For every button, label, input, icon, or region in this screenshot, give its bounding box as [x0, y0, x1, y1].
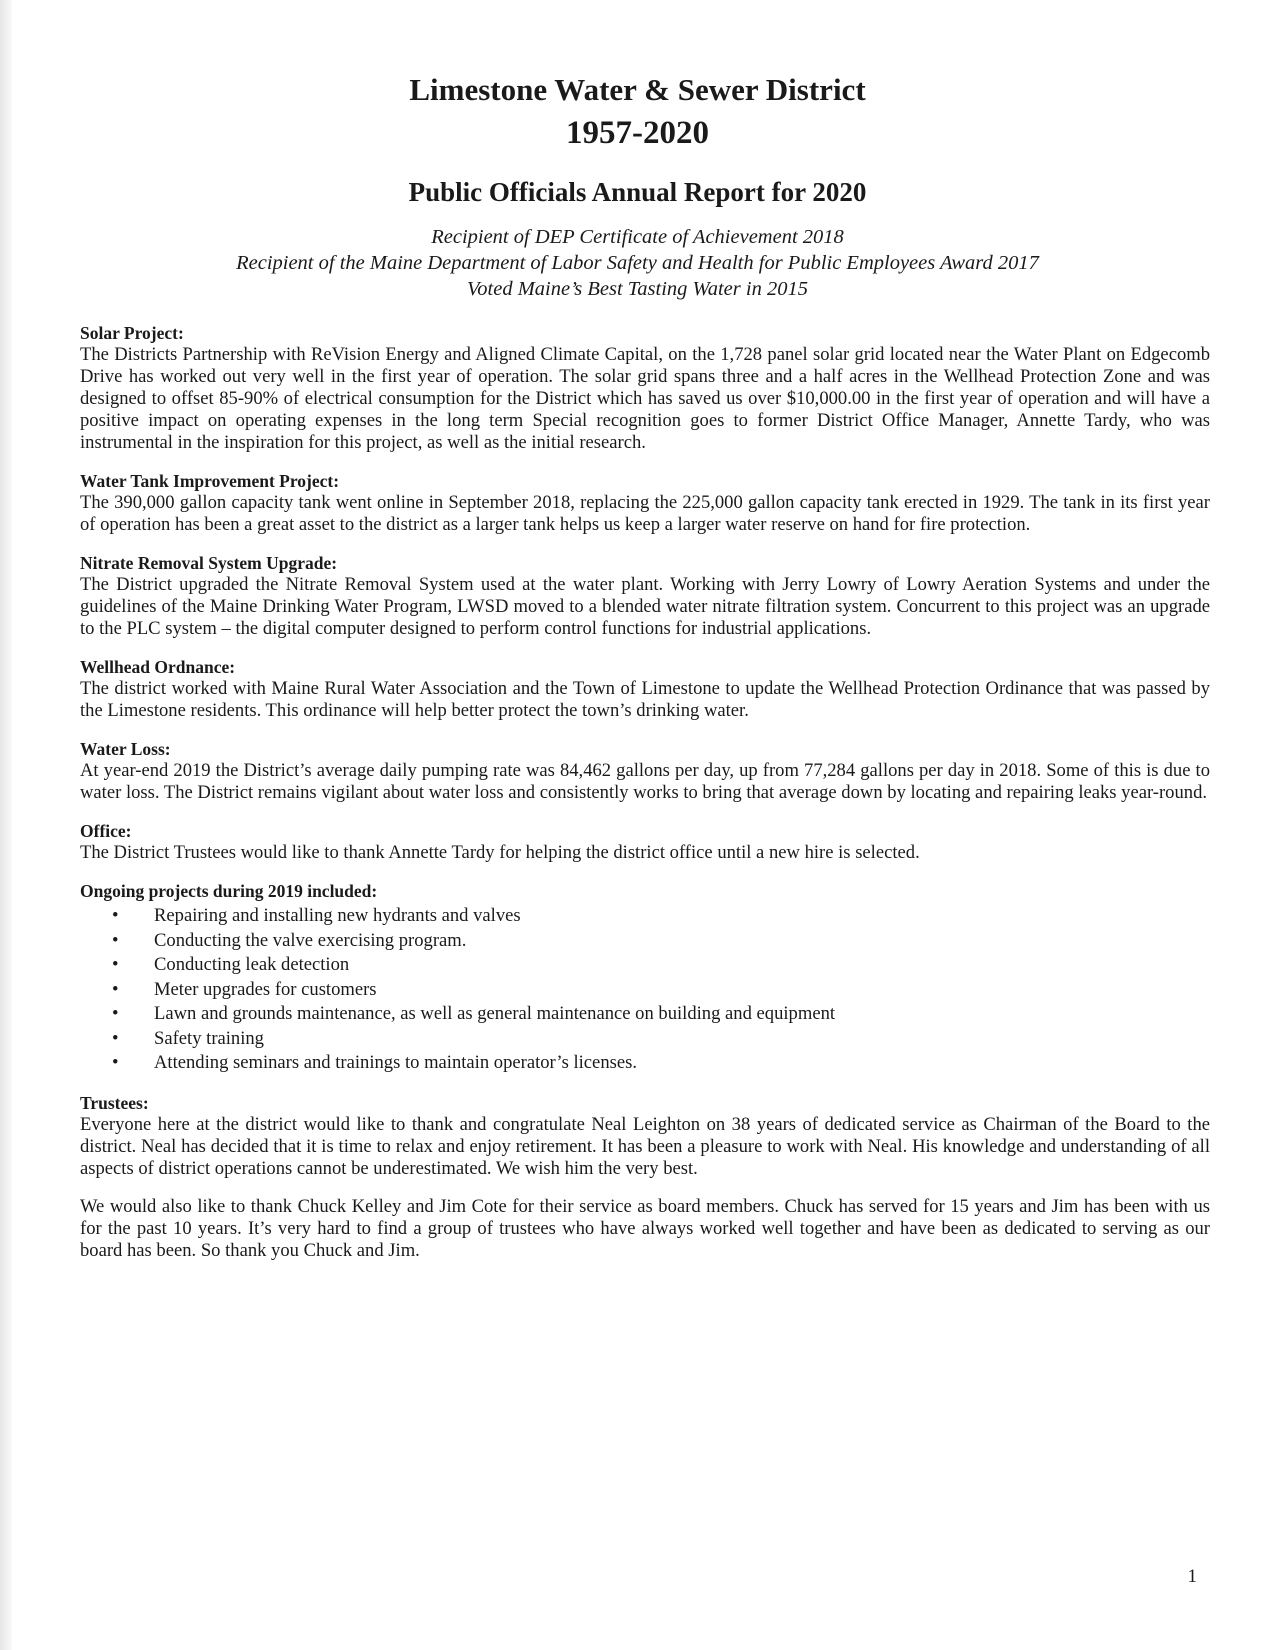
- section-water-tank: [80, 470, 1210, 536]
- list-item: [112, 1002, 1210, 1027]
- section-body: The Districts Partnership with ReVision Energy and Aligned Climate Capital, on the 1,728 panel solar grid located near the Water Plant on Edgecomb Drive has worked out very well in the first year of operation. The solar grid spans three and a half acres in the Wellhead Protection Zone and was designed to offset 85-90% of electrical consumption for the District which has saved us over $10,000.00 in the first year of operation and will have a positive impact on operating expenses in the long term Special recognition goes to former District Office Manager, Annette Tardy, who was instrumental in the inspiration for this project, as well as the initial research.: [80, 344, 1210, 453]
- section-heading: Water Loss:: [80, 739, 171, 759]
- bullet-icon: •: [112, 929, 119, 951]
- section-body: At year-end 2019 the District’s average daily pumping rate was 84,462 gallons per day, up from 77,284 gallons per day in 2018. Some of this is due to water loss. The District remains vigilant about water loss and consistently works to bring that average down by locating and repairing leaks year-round.: [80, 760, 1210, 803]
- section-nitrate-removal: [80, 552, 1210, 640]
- section-body: The District upgraded the Nitrate Removal System used at the water plant. Working with Jerry Lowry of Lowry Aeration Systems and under the guidelines of the Maine Drinking Water Program, LWSD moved to a blended water nitrate filtration system. Concurrent to this project was an upgrade to the PLC system – the digital computer designed to perform control functions for industrial applications.: [80, 574, 1210, 639]
- section-body: The District Trustees would like to thank Annette Tardy for helping the district office until a new hire is selected.: [80, 842, 920, 863]
- list-item-text: Safety training: [154, 1027, 264, 1049]
- list-item: [112, 978, 1210, 1003]
- list-item-text: Lawn and grounds maintenance, as well as general maintenance on building and equipment: [154, 1003, 836, 1024]
- section-trustees: [80, 1092, 1210, 1262]
- section-wellhead-ordnance: [80, 656, 1210, 722]
- list-item: [112, 1027, 1210, 1052]
- section-heading: Solar Project:: [80, 323, 184, 343]
- award-line: Voted Maine’s Best Tasting Water in 2015: [467, 278, 808, 300]
- section-heading: Office:: [80, 821, 132, 841]
- section-body: The 390,000 gallon capacity tank went online in September 2018, replacing the 225,000 gallon capacity tank erected in 1929. The tank in its first year of operation has been a great asset to the district as a larger tank helps us keep a larger water reserve on hand for fire protection.: [80, 492, 1210, 535]
- section-ongoing-projects: [80, 880, 1210, 1076]
- bullet-icon: •: [112, 1027, 119, 1049]
- list-item: [112, 1051, 1210, 1076]
- bullet-icon: •: [112, 1052, 119, 1073]
- section-heading: Trustees:: [80, 1092, 149, 1113]
- section-body: Everyone here at the district would like to thank and congratulate Neal Leighton on 38 years of dedicated service as Chairman of the Board to the district. Neal has decided that it is time to relax and enjoy retirement. It has been a pleasure to work with Neal. His knowledge and understanding of all aspects of district operations cannot be underestimated. We wish him the very best.: [80, 1113, 1210, 1179]
- report-title: Public Officials Annual Report for 2020: [408, 177, 867, 207]
- list-item-text: Conducting the valve exercising program.: [154, 929, 467, 951]
- section-heading: Wellhead Ordnance:: [80, 657, 236, 677]
- document-header: [0, 70, 1275, 302]
- award-line: Recipient of the Maine Department of Labor Safety and Health for Public Employees Award 2017: [236, 252, 1039, 274]
- section-heading: Nitrate Removal System Upgrade:: [80, 553, 338, 573]
- list-item: [112, 904, 1210, 929]
- section-office: [80, 820, 1210, 864]
- list-item-text: Repairing and installing new hydrants and valves: [154, 905, 521, 926]
- list-item-text: Attending seminars and trainings to maintain operator’s licenses.: [154, 1052, 637, 1073]
- section-body: We would also like to thank Chuck Kelley and Jim Cote for their service as board members. Chuck has served for 15 years and Jim has been with us for the past 10 years. It’s very hard to find a group of trustees who have always worked well together and have been as dedicated to serving as our board has been. So thank you Chuck and Jim.: [80, 1195, 1210, 1261]
- bullet-icon: •: [112, 1003, 119, 1024]
- section-heading: Ongoing projects during 2019 included:: [80, 881, 378, 901]
- district-years: 1957-2020: [566, 115, 709, 151]
- section-solar-project: [80, 322, 1210, 454]
- page-number: 1: [1187, 1566, 1197, 1587]
- district-title: Limestone Water & Sewer District: [409, 72, 866, 107]
- report-content: [80, 322, 1210, 1278]
- list-item-text: Meter upgrades for customers: [154, 978, 377, 1000]
- section-water-loss: [80, 738, 1210, 804]
- bullet-icon: •: [112, 978, 119, 1000]
- bullet-icon: •: [112, 954, 119, 975]
- award-line: Recipient of DEP Certificate of Achievement 2018: [431, 226, 844, 248]
- bullet-icon: •: [112, 905, 119, 926]
- section-heading: Water Tank Improvement Project:: [80, 471, 340, 491]
- section-body: The district worked with Maine Rural Water Association and the Town of Limestone to update the Wellhead Protection Ordinance that was passed by the Limestone residents. This ordinance will help better protect the town’s drinking water.: [80, 678, 1210, 721]
- list-item: [112, 929, 1210, 954]
- list-item: [112, 953, 1210, 978]
- list-item-text: Conducting leak detection: [154, 954, 350, 975]
- ongoing-projects-list: [80, 904, 1210, 1076]
- awards-block: [0, 224, 1275, 302]
